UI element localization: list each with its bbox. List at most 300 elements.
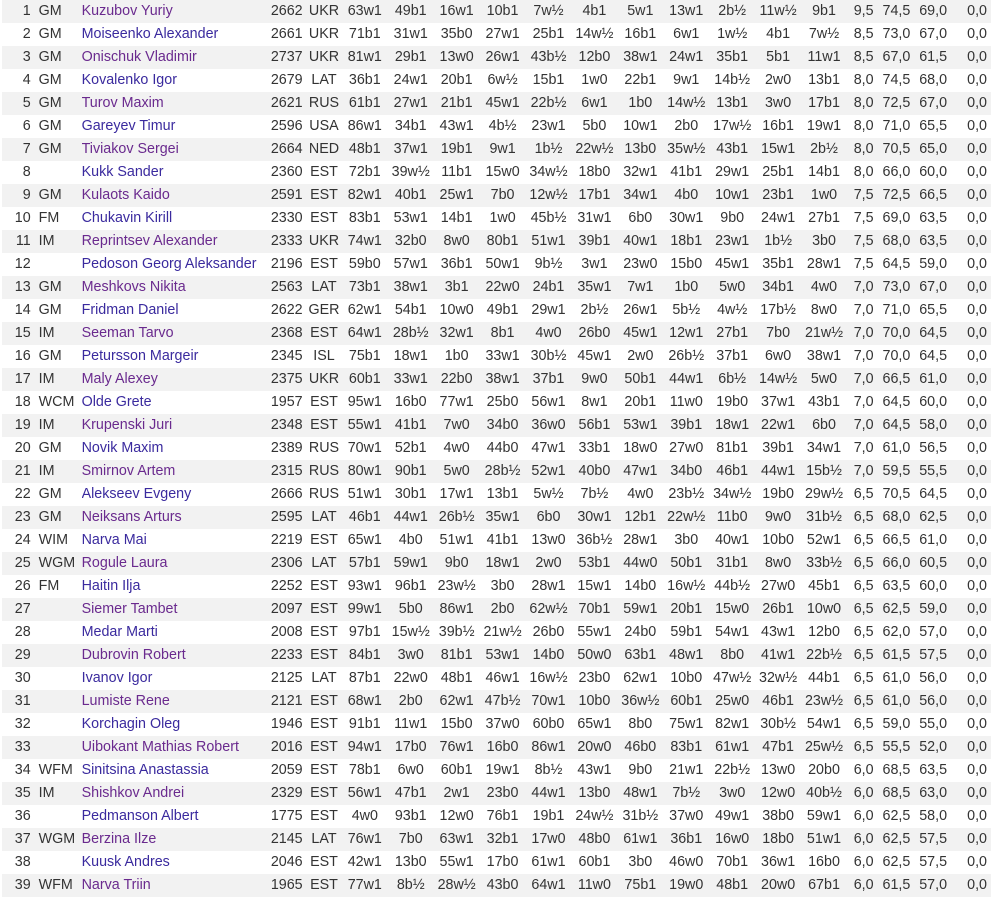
round-9-cell: 6b½	[718, 371, 747, 387]
player-link[interactable]: Medar Marti	[81, 624, 158, 640]
tiebreak-1-cell: 64,5	[882, 417, 911, 433]
round-6-cell: 15w1	[577, 578, 612, 594]
round-7-cell: 23w0	[623, 256, 658, 272]
round-11-cell: 34w1	[806, 440, 842, 456]
round-7-cell: 20b1	[624, 394, 657, 410]
round-6-cell: 65w1	[577, 716, 612, 732]
points-cell: 6,0	[853, 762, 874, 778]
round-6-cell: 60b1	[578, 854, 611, 870]
player-link[interactable]: Tiviakov Sergei	[81, 141, 179, 157]
federation-cell: UKR	[308, 371, 340, 387]
round-11-cell: 44b1	[808, 670, 840, 686]
round-7-cell: 1b0	[628, 95, 653, 111]
player-link[interactable]: Moiseenko Alexander	[81, 26, 219, 42]
federation-cell: EST	[310, 785, 338, 801]
round-11-cell: 21w½	[804, 325, 844, 341]
player-name-cell	[82, 437, 268, 460]
points-cell: 6,5	[853, 486, 874, 502]
round-7-cell: 44w0	[623, 555, 658, 571]
tiebreak-2-cell: 60,0	[919, 578, 948, 594]
round-10-cell: 14w½	[759, 371, 798, 387]
federation-cell: EST	[310, 164, 338, 180]
player-link[interactable]: Narva Mai	[81, 532, 147, 548]
rank-cell: 14	[14, 302, 31, 318]
player-link[interactable]: Turov Maxim	[81, 95, 164, 111]
rank-cell: 5	[22, 95, 31, 111]
rating-cell: 2596	[270, 118, 303, 134]
federation-cell: EST	[310, 624, 338, 640]
federation-cell: GER	[308, 302, 340, 318]
player-link[interactable]: Gareyev Timur	[81, 118, 176, 134]
federation-cell: RUS	[308, 95, 340, 111]
player-link[interactable]: Meshkovs Nikita	[81, 279, 186, 295]
title-cell: GM	[38, 72, 62, 88]
player-link[interactable]: Shishkov Andrei	[81, 785, 185, 801]
player-name-cell	[82, 0, 268, 23]
table-row	[2, 92, 991, 115]
player-link[interactable]: Dubrovin Robert	[81, 647, 186, 663]
round-9-cell: 61w1	[715, 739, 750, 755]
points-cell: 6,0	[853, 854, 874, 870]
federation-cell: EST	[310, 762, 338, 778]
round-1-cell: 94w1	[347, 739, 382, 755]
round-6-cell: 53b1	[578, 555, 611, 571]
rating-cell: 2345	[270, 348, 303, 364]
player-link[interactable]: Seeman Tarvo	[81, 325, 174, 341]
title-cell: WGM	[38, 831, 76, 847]
round-3-cell: 55w1	[439, 854, 474, 870]
round-11-cell: 40b½	[806, 785, 842, 801]
round-1-cell: 60b1	[348, 371, 381, 387]
round-2-cell: 3w0	[397, 647, 424, 663]
tiebreak-2-cell: 65,5	[919, 302, 948, 318]
round-7-cell: 75b1	[624, 877, 657, 893]
rank-cell: 2	[22, 26, 31, 42]
federation-cell: LAT	[311, 555, 337, 571]
player-link[interactable]: Alekseev Evgeny	[81, 486, 192, 502]
rank-cell: 29	[14, 647, 31, 663]
tiebreak-3-cell: 0,0	[967, 256, 987, 272]
player-link[interactable]: Reprintsev Alexander	[81, 233, 218, 249]
round-5-cell: 22b½	[530, 95, 567, 111]
rating-cell: 2046	[270, 854, 303, 870]
rank-cell: 39	[14, 877, 31, 893]
round-6-cell: 35w1	[577, 279, 612, 295]
tiebreak-1-cell: 70,0	[882, 325, 911, 341]
round-2-cell: 38w1	[393, 279, 428, 295]
tiebreak-2-cell: 63,5	[919, 233, 948, 249]
player-link[interactable]: Maly Alexey	[81, 371, 158, 387]
round-6-cell: 48b0	[578, 831, 611, 847]
round-6-cell: 45w1	[577, 348, 612, 364]
player-link[interactable]: Siemer Tambet	[81, 601, 178, 617]
player-link[interactable]: Neiksans Arturs	[81, 509, 182, 525]
tiebreak-2-cell: 59,0	[919, 601, 948, 617]
round-6-cell: 22w½	[575, 141, 614, 157]
round-10-cell: 10b0	[762, 532, 794, 548]
round-8-cell: 15b0	[670, 256, 703, 272]
rating-cell: 2008	[270, 624, 303, 640]
points-cell: 7,0	[853, 279, 874, 295]
tiebreak-3-cell: 0,0	[967, 49, 987, 65]
round-1-cell: 72b1	[348, 164, 381, 180]
points-cell: 6,5	[853, 509, 874, 525]
round-4-cell: 22w0	[485, 279, 520, 295]
player-name-cell	[82, 115, 268, 138]
round-9-cell: 17w½	[713, 118, 752, 134]
round-5-cell: 25b1	[532, 26, 565, 42]
tiebreak-2-cell: 58,0	[919, 808, 948, 824]
points-cell: 6,5	[853, 647, 874, 663]
round-11-cell: 33b½	[806, 555, 842, 571]
round-7-cell: 32w1	[623, 164, 658, 180]
points-cell: 6,5	[853, 739, 874, 755]
tiebreak-2-cell: 57,5	[919, 854, 948, 870]
round-4-cell: 44b0	[486, 440, 519, 456]
round-7-cell: 50b1	[624, 371, 657, 387]
round-11-cell: 17b1	[808, 95, 840, 111]
round-11-cell: 1w0	[810, 187, 838, 203]
round-3-cell: 15b0	[440, 716, 473, 732]
player-link[interactable]: Haitin Ilja	[81, 578, 141, 594]
round-8-cell: 24w1	[669, 49, 704, 65]
player-name-cell	[82, 506, 268, 529]
round-11-cell: 3b0	[812, 233, 836, 249]
player-link[interactable]: Pedoson Georg Aleksander	[81, 256, 257, 272]
player-link[interactable]: Sinitsina Anastassia	[81, 762, 209, 778]
round-4-cell: 43b0	[486, 877, 519, 893]
tiebreak-3-cell: 0,0	[967, 325, 987, 341]
round-3-cell: 76w1	[439, 739, 474, 755]
tiebreak-3-cell: 0,0	[967, 440, 987, 456]
player-link[interactable]: Smirnov Artem	[81, 463, 176, 479]
rating-cell: 2233	[270, 647, 303, 663]
round-4-cell: 7b0	[490, 187, 515, 203]
round-8-cell: 36b1	[670, 831, 703, 847]
tiebreak-3-cell: 0,0	[967, 463, 987, 479]
federation-cell: EST	[310, 532, 338, 548]
title-cell: IM	[38, 463, 55, 479]
round-1-cell: 70w1	[347, 440, 382, 456]
table-row	[2, 414, 991, 437]
round-9-cell: 18w1	[715, 417, 750, 433]
player-name-cell	[82, 161, 268, 184]
round-10-cell: 26b1	[762, 601, 794, 617]
round-3-cell: 60b1	[440, 762, 473, 778]
player-link[interactable]: Kuzubov Yuriy	[81, 3, 173, 19]
round-6-cell: 31w1	[577, 210, 612, 226]
player-name-cell	[82, 460, 268, 483]
round-10-cell: 27w0	[761, 578, 796, 594]
round-8-cell: 13w1	[669, 3, 704, 19]
round-8-cell: 26b½	[668, 348, 705, 364]
rating-cell: 2059	[270, 762, 303, 778]
rank-cell: 31	[14, 693, 31, 709]
player-name-cell	[82, 184, 268, 207]
round-5-cell: 60b0	[532, 716, 565, 732]
federation-cell: EST	[310, 647, 338, 663]
round-1-cell: 51w1	[347, 486, 382, 502]
round-3-cell: 43w1	[439, 118, 474, 134]
round-5-cell: 7w½	[533, 3, 564, 19]
round-8-cell: 21w1	[669, 762, 704, 778]
round-4-cell: 80b1	[486, 233, 519, 249]
player-link[interactable]: Lumiste Rene	[81, 693, 170, 709]
round-11-cell: 38w1	[806, 348, 842, 364]
round-7-cell: 7w1	[627, 279, 654, 295]
rating-cell: 2389	[270, 440, 303, 456]
title-cell: GM	[38, 49, 62, 65]
round-2-cell: 7b0	[398, 831, 423, 847]
points-cell: 7,5	[853, 233, 874, 249]
tiebreak-3-cell: 0,0	[967, 279, 987, 295]
round-7-cell: 46b0	[624, 739, 657, 755]
points-cell: 7,0	[853, 348, 874, 364]
title-cell: GM	[38, 141, 62, 157]
table-row	[2, 437, 991, 460]
round-7-cell: 61w1	[623, 831, 658, 847]
player-link[interactable]: Kulaots Kaido	[81, 187, 170, 203]
round-5-cell: 1b½	[534, 141, 563, 157]
round-3-cell: 11b1	[441, 164, 473, 180]
round-5-cell: 47w1	[531, 440, 566, 456]
points-cell: 9,5	[853, 3, 874, 19]
title-cell	[35, 621, 82, 644]
round-2-cell: 59w1	[393, 555, 428, 571]
round-8-cell: 83b1	[670, 739, 703, 755]
table-row	[2, 230, 991, 253]
round-8-cell: 34b0	[670, 463, 703, 479]
round-1-cell: 83b1	[348, 210, 381, 226]
table-row	[2, 598, 991, 621]
rank-cell: 19	[14, 417, 31, 433]
points-cell: 7,5	[853, 187, 874, 203]
round-10-cell: 22w1	[761, 417, 796, 433]
round-2-cell: 32b0	[394, 233, 427, 249]
rating-cell: 2595	[270, 509, 303, 525]
round-3-cell: 1b0	[444, 348, 469, 364]
tiebreak-3-cell: 0,0	[967, 95, 987, 111]
rank-cell: 1	[22, 3, 31, 19]
tiebreak-1-cell: 67,0	[882, 49, 911, 65]
player-link[interactable]: Pedmanson Albert	[81, 808, 199, 824]
tiebreak-3-cell: 0,0	[967, 854, 987, 870]
federation-cell: LAT	[311, 831, 337, 847]
round-7-cell: 8b0	[628, 716, 653, 732]
round-11-cell: 31b½	[806, 509, 842, 525]
title-cell: GM	[38, 348, 62, 364]
round-2-cell: 49b1	[394, 3, 427, 19]
player-link[interactable]: Petursson Margeir	[81, 348, 199, 364]
round-1-cell: 91b1	[348, 716, 381, 732]
round-10-cell: 19b0	[762, 486, 794, 502]
round-9-cell: 27b1	[716, 325, 749, 341]
player-link[interactable]: Kukk Sander	[81, 164, 164, 180]
player-name-cell	[82, 322, 268, 345]
round-7-cell: 22b1	[624, 72, 657, 88]
round-3-cell: 8w0	[443, 233, 470, 249]
round-10-cell: 18b0	[762, 831, 794, 847]
federation-cell: LAT	[311, 509, 337, 525]
table-row	[2, 529, 991, 552]
title-cell	[35, 736, 82, 759]
round-11-cell: 25w½	[804, 739, 844, 755]
round-5-cell: 43b½	[530, 49, 567, 65]
title-cell: IM	[38, 325, 55, 341]
title-cell: GM	[38, 302, 62, 318]
player-link[interactable]: Korchagin Oleg	[81, 716, 181, 732]
table-row	[2, 322, 991, 345]
points-cell: 6,0	[853, 831, 874, 847]
round-1-cell: 63w1	[347, 3, 382, 19]
points-cell: 8,0	[853, 72, 874, 88]
title-cell: GM	[38, 486, 62, 502]
title-cell: IM	[38, 785, 55, 801]
round-8-cell: 30w1	[669, 210, 704, 226]
rank-cell: 18	[14, 394, 31, 410]
rank-cell: 26	[14, 578, 31, 594]
round-2-cell: 57w1	[393, 256, 428, 272]
tiebreak-1-cell: 68,0	[882, 509, 911, 525]
round-5-cell: 17w0	[531, 831, 566, 847]
round-2-cell: 6w0	[397, 762, 424, 778]
round-1-cell: 82w1	[347, 187, 382, 203]
rating-cell: 2097	[270, 601, 303, 617]
round-8-cell: 59b1	[670, 624, 703, 640]
round-9-cell: 49w1	[715, 808, 750, 824]
federation-cell: LAT	[311, 670, 337, 686]
round-10-cell: 30b½	[760, 716, 796, 732]
player-link[interactable]: Narva Triin	[81, 877, 151, 893]
tiebreak-1-cell: 74,5	[882, 3, 911, 19]
tiebreak-3-cell: 0,0	[967, 647, 987, 663]
round-2-cell: 16b0	[394, 394, 427, 410]
table-row	[2, 460, 991, 483]
round-2-cell: 13b0	[394, 854, 427, 870]
round-2-cell: 27w1	[393, 95, 428, 111]
round-2-cell: 47b1	[394, 785, 427, 801]
round-4-cell: 34b0	[486, 417, 519, 433]
round-4-cell: 46w1	[485, 670, 520, 686]
round-11-cell: 28w1	[806, 256, 842, 272]
round-9-cell: 35b1	[716, 49, 749, 65]
tiebreak-3-cell: 0,0	[967, 762, 987, 778]
table-row	[2, 253, 991, 276]
round-6-cell: 12b0	[578, 49, 611, 65]
round-3-cell: 35b0	[440, 26, 473, 42]
round-3-cell: 2w1	[443, 785, 470, 801]
round-10-cell: 43w1	[761, 624, 796, 640]
round-11-cell: 10w0	[806, 601, 842, 617]
round-3-cell: 26b½	[438, 509, 475, 525]
round-9-cell: 13b1	[716, 95, 749, 111]
round-7-cell: 12b1	[624, 509, 657, 525]
round-7-cell: 59w1	[623, 601, 658, 617]
round-11-cell: 59w1	[806, 808, 842, 824]
player-link[interactable]: Uibokant Mathias Robert	[81, 739, 239, 755]
player-link[interactable]: Novik Maxim	[81, 440, 164, 456]
player-link[interactable]: Olde Grete	[81, 394, 152, 410]
player-link[interactable]: Chukavin Kirill	[81, 210, 173, 226]
points-cell: 7,0	[853, 463, 874, 479]
round-10-cell: 12w0	[761, 785, 796, 801]
tiebreak-3-cell: 0,0	[967, 210, 987, 226]
round-2-cell: 37w1	[393, 141, 428, 157]
round-7-cell: 34w1	[623, 187, 658, 203]
round-1-cell: 57b1	[348, 555, 381, 571]
player-link[interactable]: Ivanov Igor	[81, 670, 153, 686]
round-6-cell: 18b0	[578, 164, 611, 180]
round-7-cell: 40w1	[623, 233, 658, 249]
rating-cell: 2252	[270, 578, 303, 594]
tiebreak-3-cell: 0,0	[967, 486, 987, 502]
round-6-cell: 26b0	[578, 325, 611, 341]
tiebreak-2-cell: 57,0	[919, 624, 948, 640]
round-6-cell: 20w0	[577, 739, 612, 755]
tiebreak-1-cell: 72,5	[882, 95, 911, 111]
federation-cell: LAT	[311, 72, 337, 88]
round-9-cell: 22b½	[714, 762, 751, 778]
table-row	[2, 391, 991, 414]
tiebreak-2-cell: 57,5	[919, 831, 948, 847]
federation-cell: EST	[310, 739, 338, 755]
tiebreak-3-cell: 0,0	[967, 118, 987, 134]
player-link[interactable]: Rogule Laura	[81, 555, 168, 571]
player-link[interactable]: Krupenski Juri	[81, 417, 173, 433]
title-cell	[35, 851, 82, 874]
federation-cell: EST	[310, 210, 338, 226]
tiebreak-1-cell: 73,0	[882, 279, 911, 295]
round-3-cell: 32w1	[439, 325, 474, 341]
round-11-cell: 19w1	[806, 118, 842, 134]
round-3-cell: 16w1	[439, 3, 474, 19]
player-link[interactable]: Kuusk Andres	[81, 854, 170, 870]
round-6-cell: 56b1	[578, 417, 611, 433]
rank-cell: 10	[14, 210, 31, 226]
round-3-cell: 9b0	[444, 555, 469, 571]
table-row	[2, 184, 991, 207]
round-9-cell: 25w0	[715, 693, 750, 709]
round-3-cell: 3b1	[444, 279, 469, 295]
tiebreak-2-cell: 64,5	[919, 325, 948, 341]
round-5-cell: 23w1	[531, 118, 566, 134]
player-link[interactable]: Kovalenko Igor	[81, 72, 177, 88]
round-3-cell: 63w1	[439, 831, 474, 847]
tiebreak-1-cell: 62,5	[882, 808, 911, 824]
round-11-cell: 67b1	[808, 877, 840, 893]
title-cell: GM	[38, 3, 62, 19]
round-8-cell: 7b½	[672, 785, 701, 801]
player-name-cell	[82, 391, 268, 414]
round-9-cell: 40w1	[715, 532, 750, 548]
rating-cell: 2348	[270, 417, 303, 433]
player-link[interactable]: Fridman Daniel	[81, 302, 179, 318]
round-1-cell: 68w1	[347, 693, 382, 709]
tiebreak-2-cell: 56,5	[919, 440, 948, 456]
rating-cell: 2621	[270, 95, 303, 111]
points-cell: 7,0	[853, 394, 874, 410]
player-link[interactable]: Berzina Ilze	[81, 831, 157, 847]
round-4-cell: 27w1	[485, 26, 520, 42]
tiebreak-1-cell: 70,5	[882, 141, 911, 157]
player-link[interactable]: Onischuk Vladimir	[81, 49, 197, 65]
round-2-cell: 40b1	[394, 187, 427, 203]
round-4-cell: 15w0	[485, 164, 520, 180]
round-4-cell: 47b½	[484, 693, 521, 709]
round-6-cell: 5b0	[582, 118, 607, 134]
round-7-cell: 38w1	[623, 49, 658, 65]
tiebreak-1-cell: 61,0	[882, 693, 911, 709]
